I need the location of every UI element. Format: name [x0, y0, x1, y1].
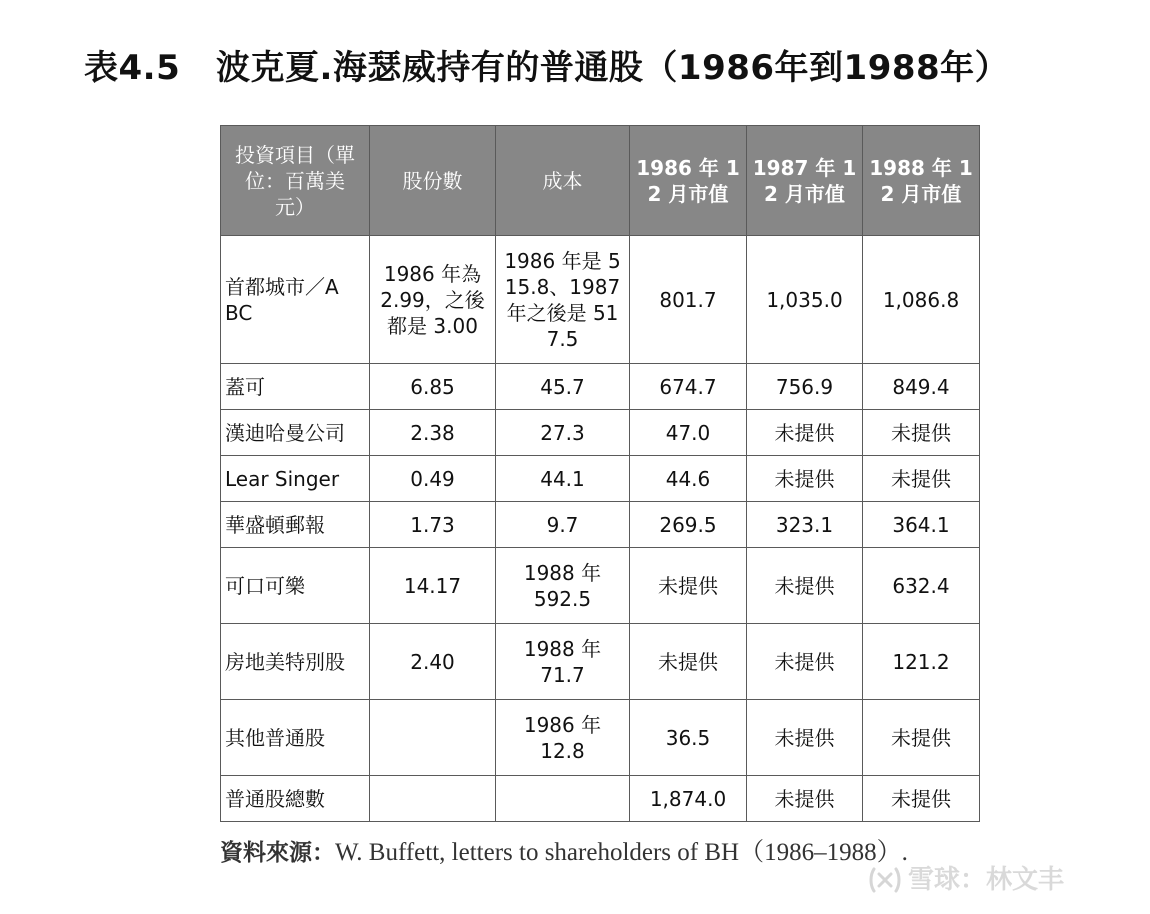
source-text: W. Buffett, letters to shareholders of BH（1986–1988）. — [335, 839, 908, 866]
cell-shares: 2.40 — [370, 624, 496, 700]
cell-shares — [370, 776, 496, 822]
table-row — [221, 236, 980, 364]
column-header-1987-value: 1987 年 12 月市值 — [747, 126, 863, 236]
cell-item: Lear Singer — [221, 456, 370, 502]
cell-value-1988: 121.2 — [863, 624, 980, 700]
cell-value-1986: 269.5 — [630, 502, 747, 548]
cell-cost: 45.7 — [496, 364, 630, 410]
table-row — [221, 548, 980, 624]
table-row — [221, 364, 980, 410]
cell-shares — [370, 700, 496, 776]
cell-cost — [496, 776, 630, 822]
cell-value-1986: 47.0 — [630, 410, 747, 456]
cell-value-1986: 801.7 — [630, 236, 747, 364]
column-header-1988-value: 1988 年 12 月市值 — [863, 126, 980, 236]
cell-value-1988: 364.1 — [863, 502, 980, 548]
table-number: 表4.5 — [84, 48, 181, 88]
cell-cost: 9.7 — [496, 502, 630, 548]
cell-cost: 1988 年 592.5 — [496, 548, 630, 624]
table-header-row — [221, 126, 980, 236]
cell-value-1987: 未提供 — [747, 700, 863, 776]
cell-cost: 1988 年 71.7 — [496, 624, 630, 700]
watermark — [868, 858, 1064, 902]
cell-cost: 27.3 — [496, 410, 630, 456]
column-header-cost: 成本 — [496, 126, 630, 236]
cell-cost: 44.1 — [496, 456, 630, 502]
cell-value-1987: 未提供 — [747, 410, 863, 456]
cell-value-1988: 632.4 — [863, 548, 980, 624]
table-row — [221, 410, 980, 456]
cell-value-1986: 36.5 — [630, 700, 747, 776]
table-row — [221, 776, 980, 822]
column-header-shares: 股份數 — [370, 126, 496, 236]
cell-shares: 14.17 — [370, 548, 496, 624]
cell-value-1987: 1,035.0 — [747, 236, 863, 364]
cell-value-1988: 未提供 — [863, 410, 980, 456]
cell-value-1986: 44.6 — [630, 456, 747, 502]
xueqiu-logo-icon — [868, 865, 902, 895]
holdings-table-container — [220, 125, 979, 822]
table-row — [221, 624, 980, 700]
cell-item: 房地美特別股 — [221, 624, 370, 700]
cell-value-1987: 未提供 — [747, 624, 863, 700]
source-note — [220, 836, 980, 870]
holdings-table — [220, 125, 980, 822]
cell-shares: 6.85 — [370, 364, 496, 410]
cell-item: 首都城市／ABC — [221, 236, 370, 364]
cell-shares: 2.38 — [370, 410, 496, 456]
source-label: 資料來源： — [220, 840, 335, 866]
cell-value-1987: 756.9 — [747, 364, 863, 410]
cell-value-1988: 未提供 — [863, 700, 980, 776]
table-title-text: 波克夏.海瑟威持有的普通股（1986年到1988年） — [216, 48, 1010, 88]
column-header-item: 投資項目（單位：百萬美元） — [221, 126, 370, 236]
cell-value-1986: 674.7 — [630, 364, 747, 410]
table-row — [221, 456, 980, 502]
cell-item: 其他普通股 — [221, 700, 370, 776]
cell-cost: 1986 年 12.8 — [496, 700, 630, 776]
cell-value-1988: 未提供 — [863, 456, 980, 502]
cell-shares: 1986 年為 2.99，之後都是 3.00 — [370, 236, 496, 364]
table-title — [84, 38, 1124, 98]
table-row — [221, 700, 980, 776]
cell-value-1988: 未提供 — [863, 776, 980, 822]
cell-value-1987: 未提供 — [747, 548, 863, 624]
cell-cost: 1986 年是 515.8、1987 年之後是 517.5 — [496, 236, 630, 364]
cell-shares: 1.73 — [370, 502, 496, 548]
cell-item: 可口可樂 — [221, 548, 370, 624]
cell-item: 華盛頓郵報 — [221, 502, 370, 548]
cell-item: 漢迪哈曼公司 — [221, 410, 370, 456]
cell-item: 普通股總數 — [221, 776, 370, 822]
cell-value-1987: 未提供 — [747, 456, 863, 502]
cell-value-1986: 未提供 — [630, 548, 747, 624]
cell-value-1986: 1,874.0 — [630, 776, 747, 822]
cell-value-1986: 未提供 — [630, 624, 747, 700]
cell-item: 蓋可 — [221, 364, 370, 410]
table-row — [221, 502, 980, 548]
cell-value-1988: 1,086.8 — [863, 236, 980, 364]
cell-shares: 0.49 — [370, 456, 496, 502]
cell-value-1987: 未提供 — [747, 776, 863, 822]
cell-value-1987: 323.1 — [747, 502, 863, 548]
column-header-1986-value: 1986 年 12 月市值 — [630, 126, 747, 236]
watermark-text: 雪球：林文丰 — [908, 865, 1065, 895]
cell-value-1988: 849.4 — [863, 364, 980, 410]
